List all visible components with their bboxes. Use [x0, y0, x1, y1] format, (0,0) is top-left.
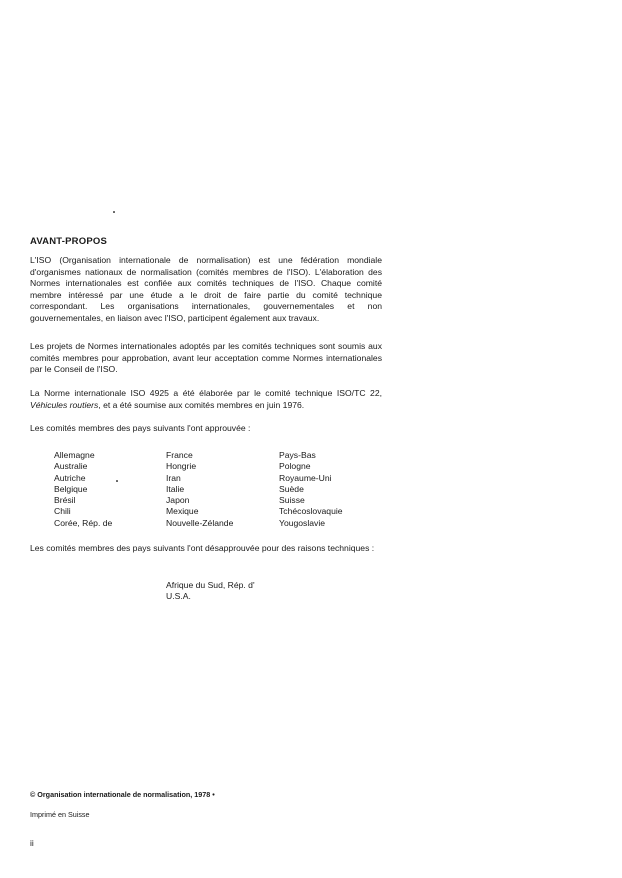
paragraph-approval-intro: Les comités membres des pays suivants l'ont approuvée :	[30, 423, 251, 433]
country-item: Nouvelle-Zélande	[166, 517, 234, 528]
country-item: Iran	[166, 472, 181, 483]
country-item: Suisse	[279, 495, 305, 506]
copyright-notice: © Organisation internationale de normalisation, 1978 •	[30, 790, 215, 799]
paragraph-disapproval-intro: Les comités membres des pays suivants l'ont désapprouvée pour des raisons techniques :	[30, 543, 375, 553]
country-item: Autriche	[54, 472, 86, 483]
country-item: France	[166, 450, 193, 460]
committee-title: Véhicules routiers	[30, 399, 99, 410]
paragraph-draft-approval: Les projets de Normes internationales adoptés par les comités techniques sont soumis aux comités membres pour approbation, avant leur acceptation comme Normes internationales par le Conseil de l'ISO.	[30, 341, 382, 375]
country-item: U.S.A.	[166, 591, 191, 602]
paragraph-standard-origin-end: , et a été soumise aux comités membres en juin 1976.	[98, 399, 305, 410]
country-item: Mexique	[166, 506, 199, 517]
disapproving-countries-list	[166, 580, 255, 603]
paragraph-iso-intro: L'ISO (Organisation internationale de normalisation) est une fédération mondiale d'organismes nationaux de normalisation (comités membres de l'ISO). L'élaboration des Normes internationales est confiée aux comités techniques de l'ISO. Chaque comité membre intéressé par une étude a le droit de faire partie du comité technique correspondant. Les organisations internationales, gouvernementales et non gouvernementales, en liaison avec l'ISO, participent également aux travaux.	[30, 255, 382, 323]
country-item: Allemagne	[54, 450, 95, 460]
scan-speck	[113, 211, 115, 213]
section-heading: AVANT-PROPOS	[30, 236, 107, 247]
country-item: Japon	[166, 495, 190, 506]
country-item: Belgique	[54, 483, 88, 494]
country-item: Tchécoslovaquie	[279, 506, 343, 517]
country-item: Pologne	[279, 461, 311, 472]
country-item: Yougoslavie	[279, 517, 326, 528]
country-item: Pays-Bas	[279, 450, 316, 460]
country-item: Australie	[54, 461, 88, 472]
country-item: Hongrie	[166, 461, 197, 472]
paragraph-standard-origin-start: La Norme internationale ISO 4925 a été élaborée par le comité technique ISO/TC 22,	[30, 388, 382, 398]
country-item: Corée, Rép. de	[54, 517, 113, 528]
country-column-3	[279, 450, 399, 529]
country-column-1	[54, 450, 174, 529]
printed-in-notice: Imprimé en Suisse	[30, 810, 90, 819]
country-item: Suède	[279, 483, 304, 494]
country-column-2	[166, 450, 286, 529]
page-number: ii	[30, 838, 34, 848]
country-item: Afrique du Sud, Rép. d'	[166, 580, 255, 590]
paragraph-standard-origin	[30, 388, 382, 411]
country-item: Royaume-Uni	[279, 472, 332, 483]
country-item: Chili	[54, 506, 71, 517]
country-item: Brésil	[54, 495, 76, 506]
country-item: Italie	[166, 483, 185, 494]
